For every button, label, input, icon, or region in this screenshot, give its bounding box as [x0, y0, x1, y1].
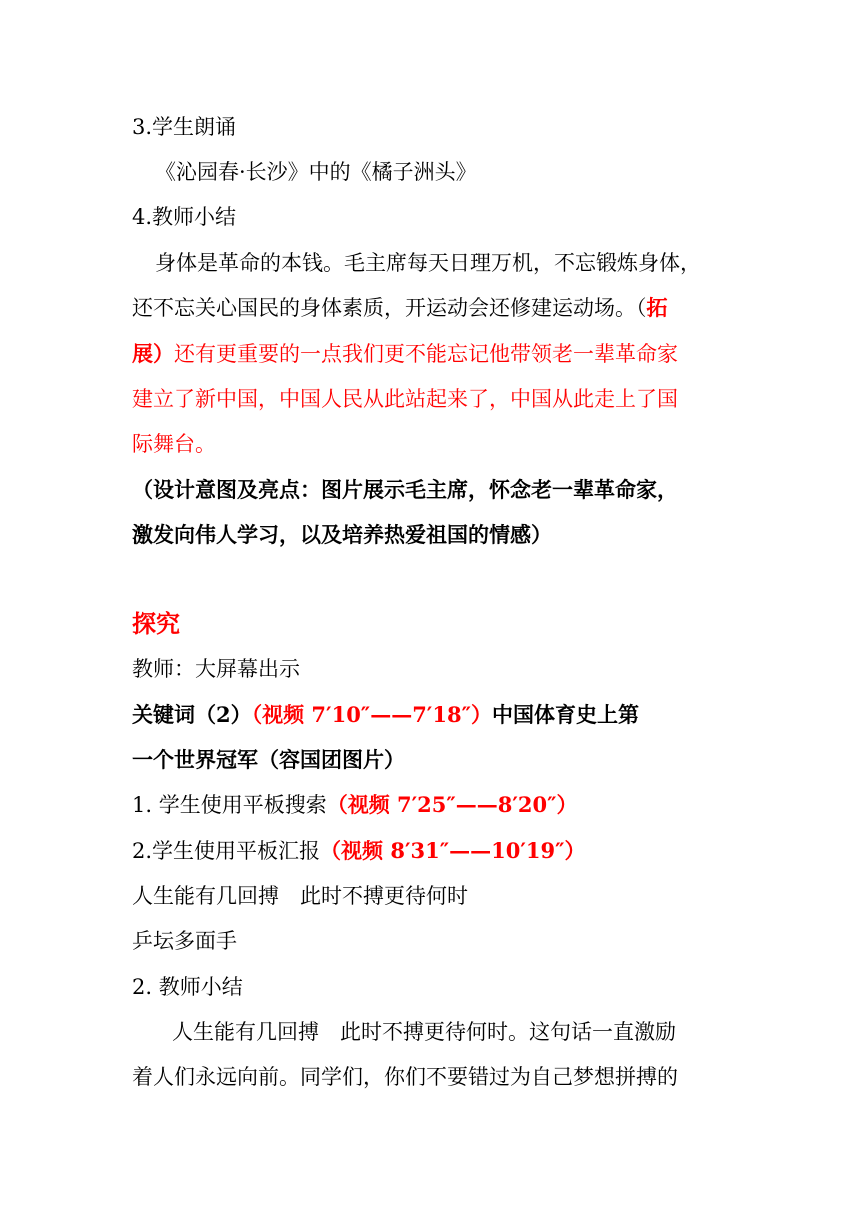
design-intent-line: 激发向伟人学习，以及培养热爱祖国的情感）: [132, 522, 552, 547]
section-3-title: 3.学生朗诵: [132, 115, 237, 139]
section-4-title: 4.教师小结: [132, 205, 237, 229]
extension-tag: 展）: [132, 341, 174, 366]
extension-paragraph-line: 际舞台。: [132, 432, 216, 456]
extension-paragraph-line: [132, 339, 732, 369]
extension-text: 还有更重要的一点我们更不能忘记他带领老一辈革命家: [174, 342, 678, 366]
keyword-label: 关键词（2）: [132, 702, 252, 727]
step-text: 2.学生使用平板汇报: [132, 839, 321, 863]
summary-paragraph-line: [132, 293, 732, 323]
summary-title: 2. 教师小结: [132, 975, 243, 999]
keyword-text: 中国体育史上第: [491, 702, 639, 727]
poem-title: 《沁园春·长沙》中的《橘子洲头》: [155, 160, 477, 184]
video-timestamp: （视频 8′31″——10′19″）: [320, 838, 586, 863]
extension-tag: 拓: [646, 295, 668, 320]
video-timestamp: （视频 7′10″——7′18″）: [251, 702, 492, 727]
keyword-line: 一个世界冠军（容国团图片）: [132, 747, 405, 772]
summary-paragraph-line: 着人们永远向前。同学们，你们不要错过为自己梦想拼搏的: [132, 1065, 678, 1089]
summary-paragraph-line: 人生能有几回搏 此时不搏更待何时。这句话一直激励: [172, 1020, 676, 1044]
explore-heading: 探究: [132, 609, 180, 638]
step-1-line: [132, 790, 732, 820]
quote-line: 人生能有几回搏 此时不搏更待何时: [132, 884, 468, 908]
summary-paragraph-line: 身体是革命的本钱。毛主席每天日理万机，不忘锻炼身体，: [155, 251, 701, 275]
step-2-line: [132, 836, 732, 866]
teacher-display-line: 教师：大屏幕出示: [132, 657, 300, 681]
video-timestamp: （视频 7′25″——8′20″）: [326, 792, 578, 817]
extension-paragraph-line: 建立了新中国，中国人民从此站起来了，中国从此走上了国: [132, 387, 678, 411]
design-intent-line: （设计意图及亮点：图片展示毛主席，怀念老一辈革命家，: [132, 477, 678, 502]
keyword-line: [132, 700, 732, 730]
pingpong-line: 乒坛多面手: [132, 929, 237, 953]
summary-text: 还不忘关心国民的身体素质，开运动会还修建运动场。（: [132, 296, 647, 320]
step-text: 1. 学生使用平板搜索: [132, 793, 327, 817]
